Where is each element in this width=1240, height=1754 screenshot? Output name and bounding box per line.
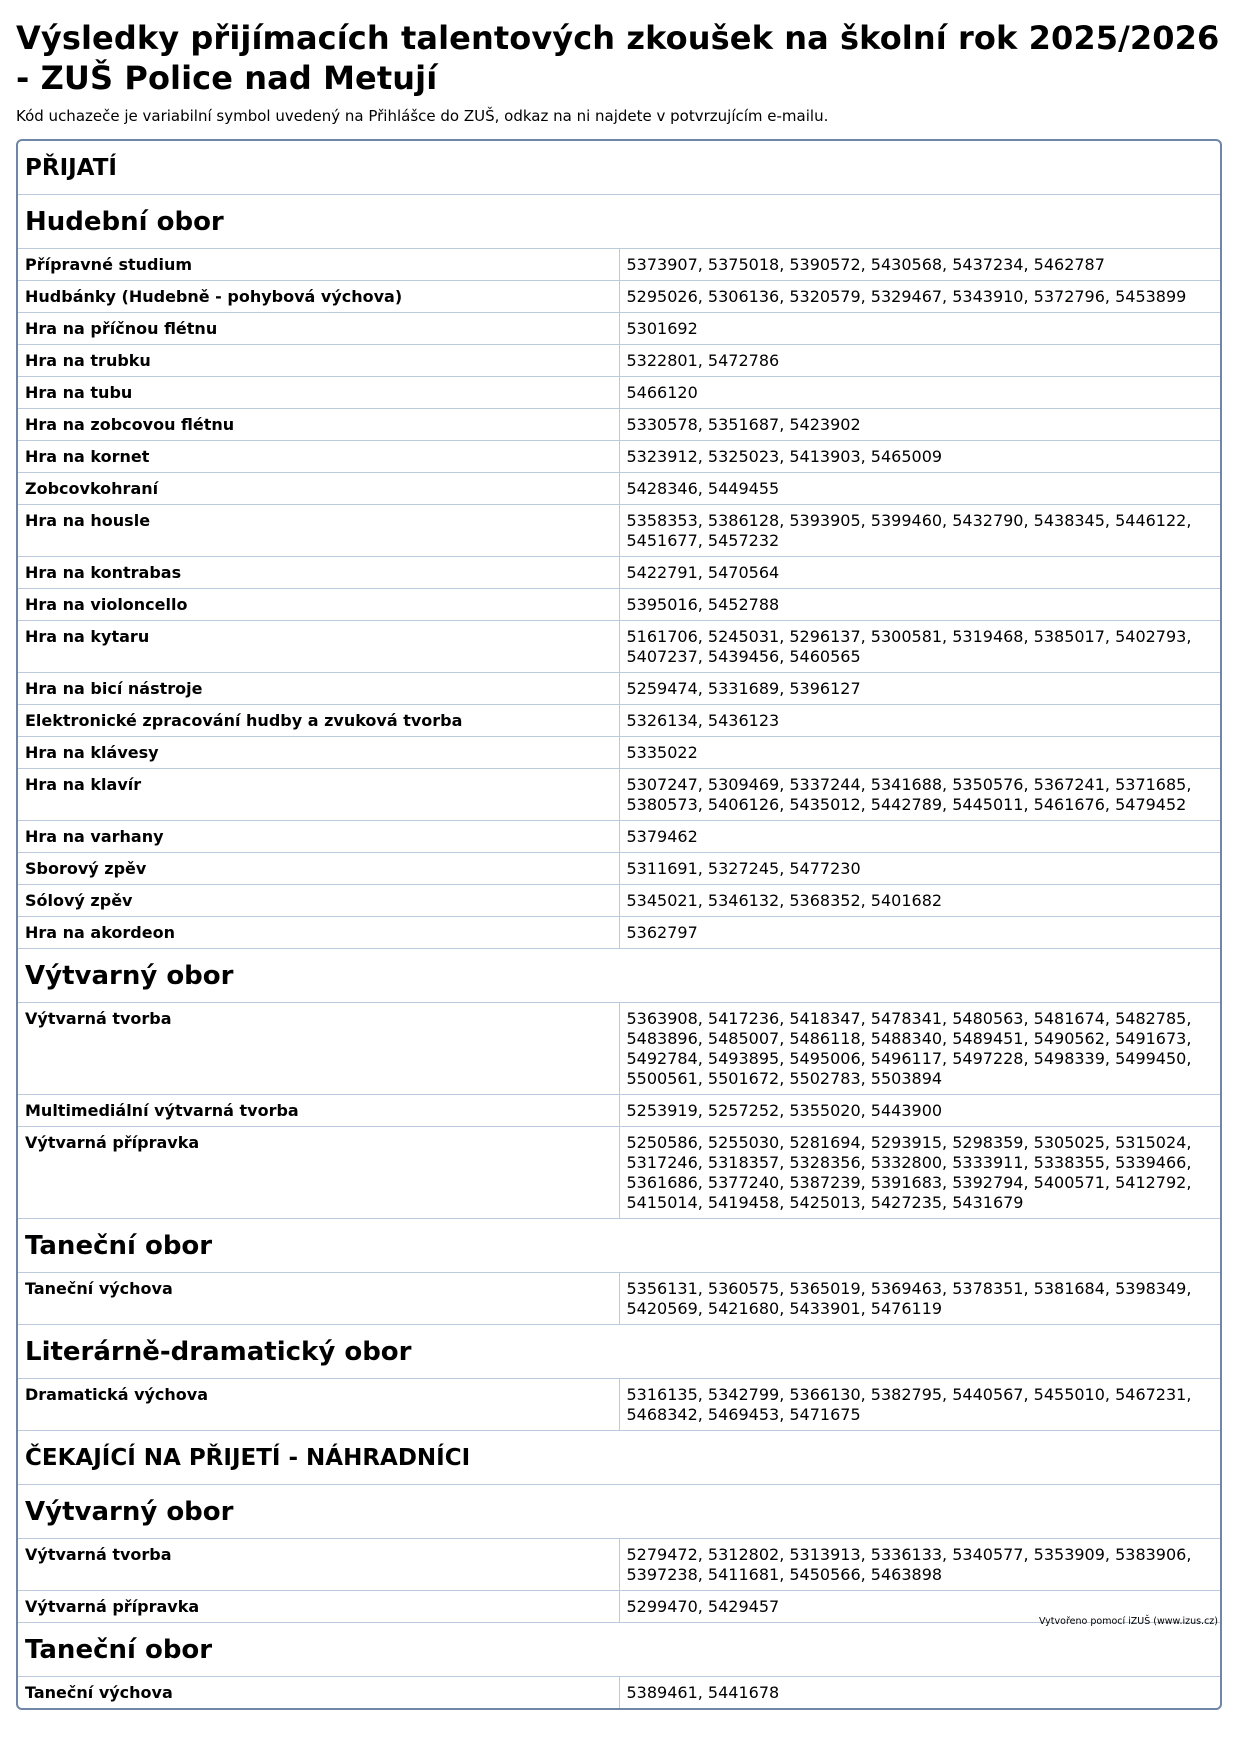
subject-label: Taneční výchova: [18, 1273, 619, 1325]
table-row: [18, 409, 1220, 441]
table-row: [18, 705, 1220, 737]
results-page: [16, 18, 1222, 1710]
subject-label: Sólový zpěv: [18, 885, 619, 917]
applicant-codes: 5250586, 5255030, 5281694, 5293915, 5298359, 5305025, 5315024, 5317246, 5318357, 5328356, 5332800, 5333911, 5338355, 5339466, 5361686, 5377240, 5387239, 5391683, 5392794, 5400571, 5412792, 5415014, 5419458, 5425013, 5427235, 5431679: [619, 1127, 1220, 1219]
section-heading: ČEKAJÍCÍ NA PŘIJETÍ - NÁHRADNÍCI: [18, 1431, 1220, 1485]
subject-label: Sborový zpěv: [18, 853, 619, 885]
applicant-codes: 5323912, 5325023, 5413903, 5465009: [619, 441, 1220, 473]
subject-label: Hra na zobcovou flétnu: [18, 409, 619, 441]
subject-label: Výtvarná přípravka: [18, 1127, 619, 1219]
subject-label: Elektronické zpracování hudby a zvuková tvorba: [18, 705, 619, 737]
table-row: [18, 1677, 1220, 1709]
table-row: [18, 473, 1220, 505]
subject-label: Hra na trubku: [18, 345, 619, 377]
subject-label: Výtvarná tvorba: [18, 1539, 619, 1591]
subject-label: Hra na varhany: [18, 821, 619, 853]
applicant-codes: 5422791, 5470564: [619, 557, 1220, 589]
page-title: Výsledky přijímacích talentových zkoušek na školní rok 2025/2026 - ZUŠ Police nad Metují: [16, 19, 1220, 97]
subject-label: Zobcovkohraní: [18, 473, 619, 505]
applicant-codes: 5379462: [619, 821, 1220, 853]
applicant-codes: 5279472, 5312802, 5313913, 5336133, 5340577, 5353909, 5383906, 5397238, 5411681, 5450566, 5463898: [619, 1539, 1220, 1591]
subject-label: Hra na kytaru: [18, 621, 619, 673]
group-row: [18, 949, 1220, 1003]
group-heading: Výtvarný obor: [18, 1485, 1220, 1539]
subject-label: Hra na příčnou flétnu: [18, 313, 619, 345]
results-table-body: [18, 141, 1220, 1708]
applicant-codes: 5466120: [619, 377, 1220, 409]
table-row: [18, 853, 1220, 885]
applicant-codes: 5322801, 5472786: [619, 345, 1220, 377]
applicant-codes: 5428346, 5449455: [619, 473, 1220, 505]
subject-label: Hra na klávesy: [18, 737, 619, 769]
group-row: [18, 1219, 1220, 1273]
subject-label: Výtvarná přípravka: [18, 1591, 619, 1623]
table-row: [18, 737, 1220, 769]
applicant-codes: 5259474, 5331689, 5396127: [619, 673, 1220, 705]
applicant-codes: 5295026, 5306136, 5320579, 5329467, 5343910, 5372796, 5453899: [619, 281, 1220, 313]
table-row: [18, 505, 1220, 557]
table-row: [18, 673, 1220, 705]
table-row: [18, 1273, 1220, 1325]
subject-label: Taneční výchova: [18, 1677, 619, 1709]
applicant-codes: 5161706, 5245031, 5296137, 5300581, 5319468, 5385017, 5402793, 5407237, 5439456, 5460565: [619, 621, 1220, 673]
applicant-codes: 5358353, 5386128, 5393905, 5399460, 5432790, 5438345, 5446122, 5451677, 5457232: [619, 505, 1220, 557]
applicant-codes: 5307247, 5309469, 5337244, 5341688, 5350576, 5367241, 5371685, 5380573, 5406126, 5435012, 5442789, 5445011, 5461676, 5479452: [619, 769, 1220, 821]
subject-label: Hra na kornet: [18, 441, 619, 473]
table-row: [18, 1095, 1220, 1127]
table-row: [18, 885, 1220, 917]
group-row: [18, 1623, 1220, 1677]
table-row: [18, 917, 1220, 949]
subject-label: Hra na tubu: [18, 377, 619, 409]
results-table: [18, 141, 1220, 1708]
applicant-codes: 5326134, 5436123: [619, 705, 1220, 737]
subject-label: Hra na bicí nástroje: [18, 673, 619, 705]
footer-credit: Vytvořeno pomocí iZUŠ (www.izus.cz): [1038, 1616, 1218, 1627]
table-row: [18, 313, 1220, 345]
table-row: [18, 821, 1220, 853]
table-row: [18, 1379, 1220, 1431]
section-heading: PŘIJATÍ: [18, 141, 1220, 195]
applicant-codes: 5311691, 5327245, 5477230: [619, 853, 1220, 885]
applicant-codes: 5356131, 5360575, 5365019, 5369463, 5378351, 5381684, 5398349, 5420569, 5421680, 5433901, 5476119: [619, 1273, 1220, 1325]
table-row: [18, 377, 1220, 409]
group-row: [18, 195, 1220, 249]
applicant-codes: 5345021, 5346132, 5368352, 5401682: [619, 885, 1220, 917]
group-heading: Hudební obor: [18, 195, 1220, 249]
applicant-codes: 5330578, 5351687, 5423902: [619, 409, 1220, 441]
subject-label: Přípravné studium: [18, 249, 619, 281]
table-row: [18, 621, 1220, 673]
table-row: [18, 345, 1220, 377]
subject-label: Hudbánky (Hudebně - pohybová výchova): [18, 281, 619, 313]
subject-label: Hra na violoncello: [18, 589, 619, 621]
table-row: [18, 281, 1220, 313]
subject-label: Hra na housle: [18, 505, 619, 557]
subject-label: Dramatická výchova: [18, 1379, 619, 1431]
table-row: [18, 557, 1220, 589]
applicant-codes: 5395016, 5452788: [619, 589, 1220, 621]
subject-label: Multimediální výtvarná tvorba: [18, 1095, 619, 1127]
table-row: [18, 1003, 1220, 1095]
subject-label: Hra na klavír: [18, 769, 619, 821]
results-table-container: [16, 139, 1222, 1710]
applicant-codes: 5335022: [619, 737, 1220, 769]
applicant-codes: 5253919, 5257252, 5355020, 5443900: [619, 1095, 1220, 1127]
group-heading: Taneční obor: [18, 1219, 1220, 1273]
table-row: [18, 589, 1220, 621]
applicant-codes: 5363908, 5417236, 5418347, 5478341, 5480563, 5481674, 5482785, 5483896, 5485007, 5486118, 5488340, 5489451, 5490562, 5491673, 5492784, 5493895, 5495006, 5496117, 5497228, 5498339, 5499450, 5500561, 5501672, 5502783, 5503894: [619, 1003, 1220, 1095]
applicant-codes: 5389461, 5441678: [619, 1677, 1220, 1709]
applicant-codes: 5316135, 5342799, 5366130, 5382795, 5440567, 5455010, 5467231, 5468342, 5469453, 5471675: [619, 1379, 1220, 1431]
group-row: [18, 1485, 1220, 1539]
group-row: [18, 1325, 1220, 1379]
section-row: [18, 141, 1220, 195]
table-row: [18, 441, 1220, 473]
table-row: [18, 769, 1220, 821]
subject-label: Hra na akordeon: [18, 917, 619, 949]
page-subtitle: Kód uchazeče je variabilní symbol uvedený na Přihlášce do ZUŠ, odkaz na ni najdete v potvrzujícím e-mailu.: [16, 107, 829, 125]
applicant-codes: 5299470, 5429457: [619, 1591, 1220, 1623]
applicant-codes: 5373907, 5375018, 5390572, 5430568, 5437234, 5462787: [619, 249, 1220, 281]
applicant-codes: 5362797: [619, 917, 1220, 949]
table-row: [18, 249, 1220, 281]
section-row: [18, 1431, 1220, 1485]
table-row: [18, 1539, 1220, 1591]
group-heading: Taneční obor: [18, 1623, 1220, 1677]
subject-label: Hra na kontrabas: [18, 557, 619, 589]
subject-label: Výtvarná tvorba: [18, 1003, 619, 1095]
applicant-codes: 5301692: [619, 313, 1220, 345]
table-row: [18, 1127, 1220, 1219]
group-heading: Výtvarný obor: [18, 949, 1220, 1003]
group-heading: Literárně-dramatický obor: [18, 1325, 1220, 1379]
